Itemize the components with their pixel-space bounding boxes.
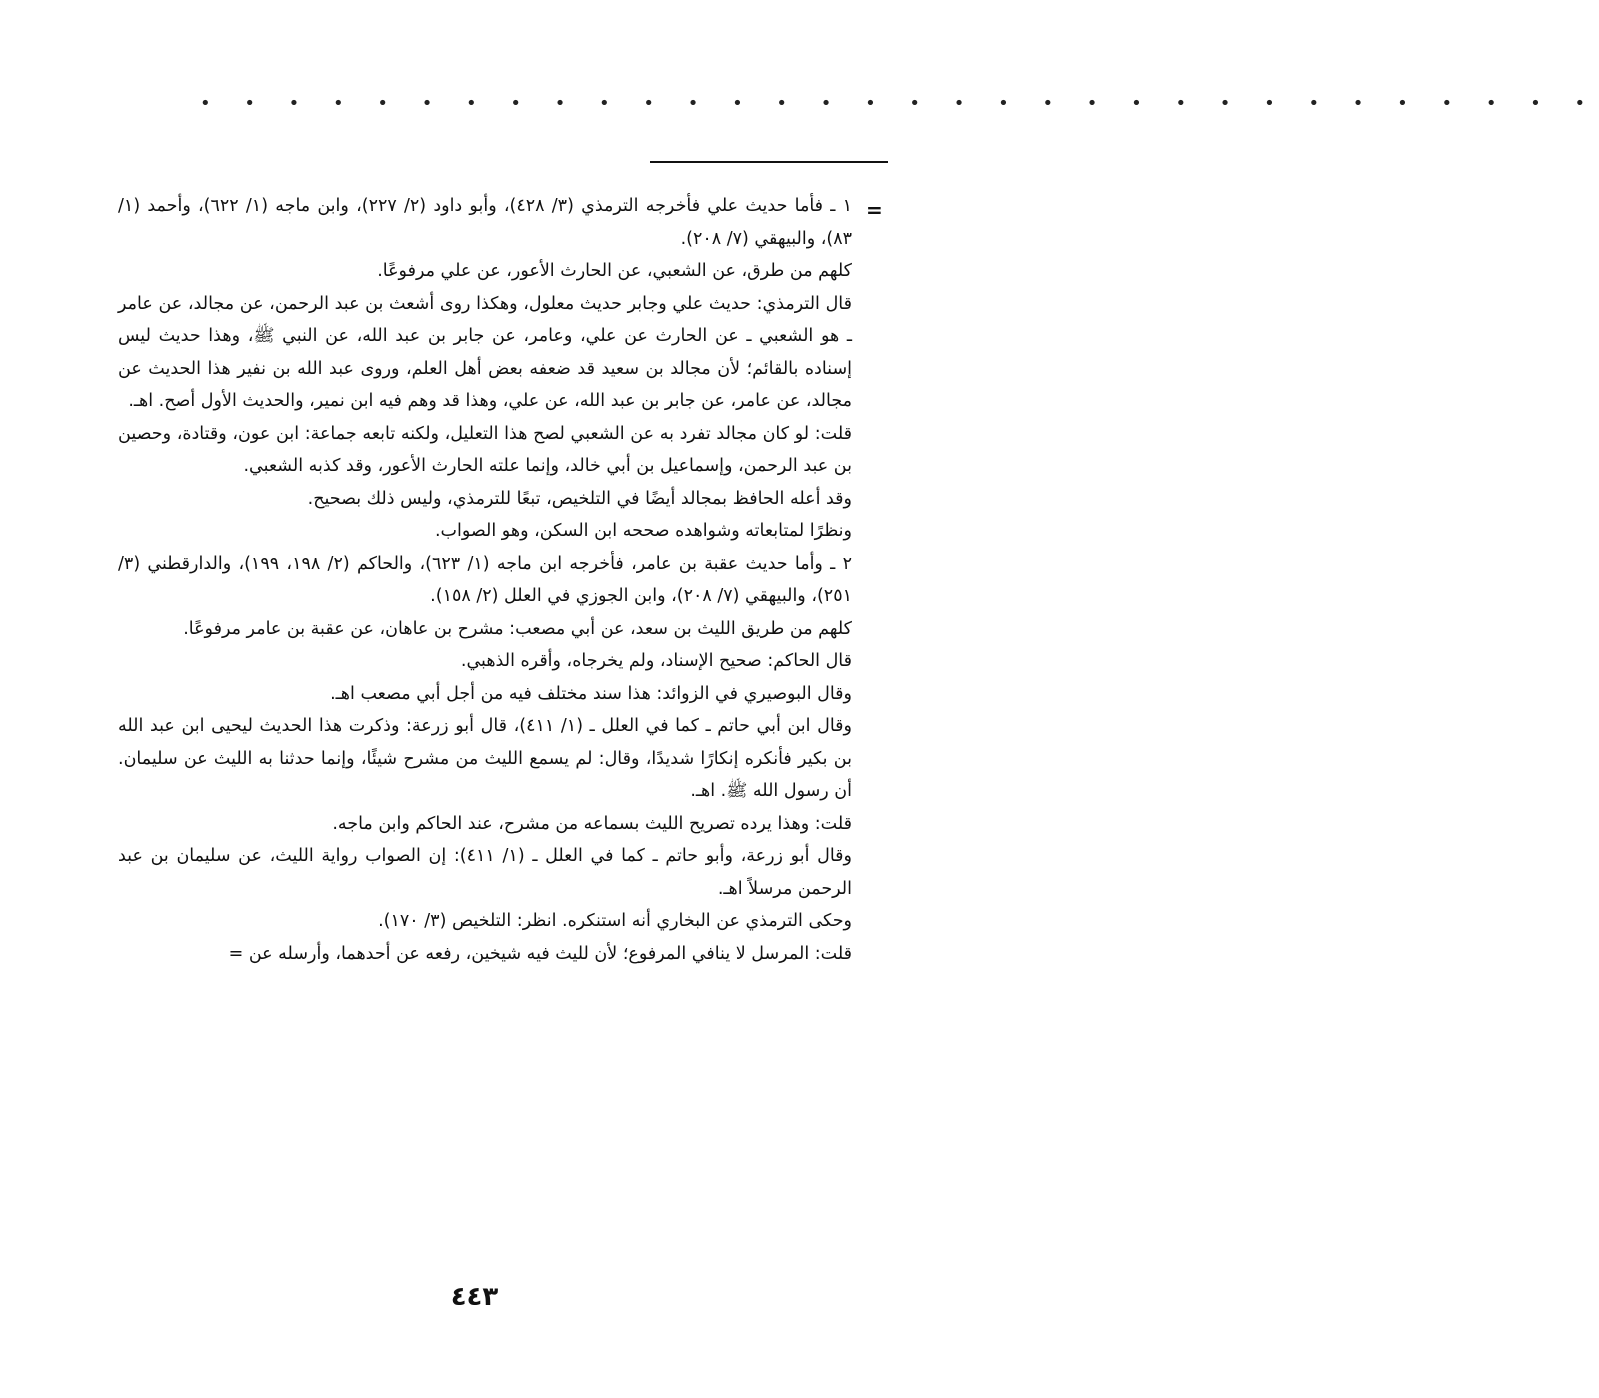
- continuation-mark: =: [866, 198, 883, 222]
- footnote-paragraph: وحكى الترمذي عن البخاري أنه استنكره. انظر: التلخيص (٣/ ١٧٠).: [378, 911, 852, 931]
- footnote-paragraph: قلت: وهذا يرده تصريح الليث بسماعه من مشرح، عند الحاكم وابن ماجه.: [332, 813, 852, 834]
- footnote-paragraph: قلت: لو كان مجالد تفرد به عن الشعبي لصح هذا التعليل، ولكنه تابعه جماعة: ابن عون، وقتادة، وحصين بن عبد الرحمن، وإسماعيل بن أبي خالد، وإنما علته الحارث الأعور، وقد كذبه الشعبي.: [118, 423, 852, 476]
- footnote-paragraph: ٢ ـ وأما حديث عقبة بن عامر، فأخرجه ابن ماجه (١/ ٦٢٣)، والحاكم (٢/ ١٩٨، ١٩٩)، والدارقطني (٣/ ٢٥١)، والبيهقي (٧/ ٢٠٨)، وابن الجوزي في العلل (٢/ ١٥٨).: [118, 553, 852, 606]
- footnote-paragraph: كلهم من طريق الليث بن سعد، عن أبي مصعب: مشرح بن عاهان، عن عقبة بن عامر مرفوعًا.: [183, 618, 852, 639]
- footnote-paragraph: وقد أعله الحافظ بمجالد أيضًا في التلخيص، تبعًا للترمذي، وليس ذلك بصحيح.: [307, 488, 852, 509]
- footnotes: [118, 190, 852, 970]
- page-number: ٤٤٣: [450, 1282, 499, 1312]
- footnote-paragraph: كلهم من طرق، عن الشعبي، عن الحارث الأعور، عن علي مرفوعًا.: [377, 261, 852, 281]
- footnote-paragraph: ونظرًا لمتابعاته وشواهده صححه ابن السكن، وهو الصواب.: [434, 521, 852, 541]
- footnote-paragraph: وقال البوصيري في الزوائد: هذا سند مختلف فيه من أجل أبي مصعب اهـ.: [330, 683, 852, 704]
- footnote-paragraph: ١ ـ فأما حديث علي فأخرجه الترمذي (٣/ ٤٢٨)، وأبو داود (٢/ ٢٢٧)، وابن ماجه (١/ ٦٢٢)، وأحمد (١/ ٨٣)، والبيهقي (٧/ ٢٠٨).: [118, 196, 852, 249]
- footnote-paragraph: قال الترمذي: حديث علي وجابر حديث معلول، وهكذا روى أشعث بن عبد الرحمن، عن مجالد، عن عامر ـ هو الشعبي ـ عن الحارث عن علي، وعامر، عن جابر بن عبد الله، عن النبي ﷺ، وهذا حديث ليس إسناده بالقائم؛ لأن مجالد بن سعيد قد ضعفه بعض أهل العلم، وروى عبد الله بن نفير هذا الحديث عن مجالد، عن عامر، عن جابر بن عبد الله، عن علي، وهذا قد وهم فيه ابن نمير، والحديث الأول أصح. اهـ.: [118, 293, 852, 411]
- footnote-separator: [650, 161, 888, 163]
- header-dots: • • • • • • • • • • • • • • • • • • • • • • • • • • • • • • • •: [200, 93, 1599, 114]
- footnote-paragraph: وقال أبو زرعة، وأبو حاتم ـ كما في العلل ـ (١/ ٤١١): إن الصواب رواية الليث، عن سليمان بن عبد الرحمن مرسلاً اهـ.: [118, 846, 852, 899]
- footnote-paragraph: قال الحاكم: صحيح الإسناد، ولم يخرجاه، وأقره الذهبي.: [460, 651, 852, 671]
- footnote-paragraph: قلت: المرسل لا ينافي المرفوع؛ لأن لليث فيه شيخين، رفعه عن أحدهما، وأرسله عن =: [228, 943, 852, 964]
- footnote-paragraph: وقال ابن أبي حاتم ـ كما في العلل ـ (١/ ٤١١)، قال أبو زرعة: وذكرت هذا الحديث ليحيى ابن عبد الله بن بكير فأنكره إنكارًا شديدًا، وقال: لم يسمع الليث من مشرح شيئًا، وإنما حدثنا به الليث عن سليمان. أن رسول الله ﷺ. اهـ.: [118, 716, 852, 801]
